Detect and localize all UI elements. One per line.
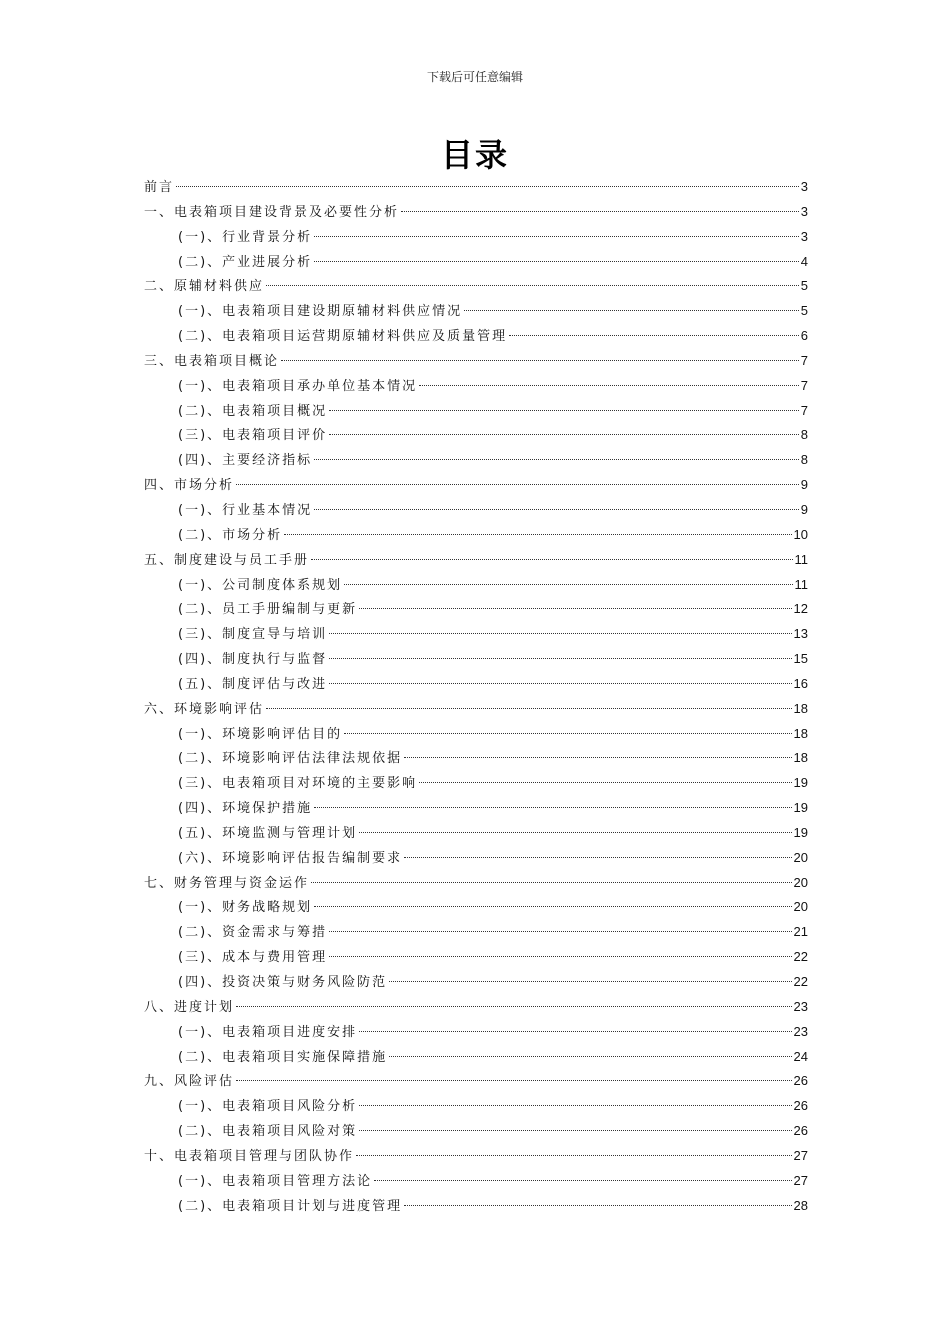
toc-dot-leader [329, 658, 791, 659]
toc-entry[interactable] [144, 920, 808, 945]
toc-entry-title: (二)、市场分析 [178, 527, 283, 543]
toc-dot-leader [236, 484, 799, 485]
toc-dot-leader [329, 931, 791, 932]
toc-entry-title: 三、电表箱项目概论 [144, 353, 280, 369]
toc-entry-page: 20 [793, 874, 808, 890]
toc-dot-leader [389, 981, 791, 982]
toc-entry-page: 26 [793, 1123, 808, 1139]
toc-entry[interactable] [144, 349, 808, 374]
toc-entry-page: 7 [800, 402, 808, 418]
toc-dot-leader [266, 285, 799, 286]
toc-entry[interactable] [144, 871, 808, 896]
toc-entry-title: (三)、成本与费用管理 [178, 950, 328, 966]
toc-entry-page: 21 [793, 924, 808, 940]
toc-entry[interactable] [144, 175, 808, 200]
toc-dot-leader [401, 211, 799, 212]
toc-dot-leader [314, 509, 799, 510]
toc-dot-leader [266, 708, 792, 709]
toc-entry-page: 18 [793, 750, 808, 766]
toc-entry-page: 3 [800, 203, 808, 219]
toc-entry[interactable] [144, 399, 808, 424]
toc-entry[interactable] [144, 423, 808, 448]
toc-entry[interactable] [144, 771, 808, 796]
toc-entry-title: 五、制度建设与员工手册 [144, 552, 310, 568]
toc-entry[interactable] [144, 1194, 808, 1219]
toc-entry[interactable] [144, 324, 808, 349]
toc-entry[interactable] [144, 473, 808, 498]
toc-entry-title: (四)、制度执行与监督 [178, 652, 328, 668]
toc-entry-page: 9 [800, 477, 808, 493]
toc-dot-leader [344, 733, 791, 734]
toc-entry[interactable] [144, 672, 808, 697]
toc-entry-page: 6 [800, 328, 808, 344]
toc-entry[interactable] [144, 846, 808, 871]
toc-dot-leader [314, 459, 799, 460]
toc-entry-title: (四)、环境保护措施 [178, 801, 313, 817]
toc-dot-leader [329, 956, 791, 957]
toc-entry[interactable] [144, 697, 808, 722]
toc-entry-page: 7 [800, 377, 808, 393]
toc-entry-page: 8 [800, 452, 808, 468]
toc-dot-leader [314, 906, 791, 907]
toc-entry[interactable] [144, 1069, 808, 1094]
toc-dot-leader [329, 410, 799, 411]
toc-dot-leader [374, 1180, 791, 1181]
toc-entry-page: 22 [793, 949, 808, 965]
toc-entry-title: (二)、产业进展分析 [178, 254, 313, 270]
toc-entry-title: (五)、制度评估与改进 [178, 676, 328, 692]
toc-entry-page: 19 [793, 775, 808, 791]
toc-entry-page: 16 [793, 675, 808, 691]
toc-entry[interactable] [144, 448, 808, 473]
toc-entry-page: 26 [793, 1073, 808, 1089]
toc-entry-page: 27 [793, 1172, 808, 1188]
toc-entry-title: 四、市场分析 [144, 478, 235, 494]
toc-dot-leader [404, 757, 791, 758]
toc-entry-title: (二)、环境影响评估法律法规依据 [178, 751, 403, 767]
toc-entry[interactable] [144, 945, 808, 970]
toc-entry-title: (一)、电表箱项目管理方法论 [178, 1173, 373, 1189]
toc-entry[interactable] [144, 200, 808, 225]
toc-dot-leader [359, 1130, 791, 1131]
toc-entry-page: 20 [793, 899, 808, 915]
toc-entry-page: 28 [793, 1197, 808, 1213]
page-title: 目录 [440, 136, 509, 174]
toc-entry[interactable] [144, 225, 808, 250]
toc-entry-title: (二)、员工手册编制与更新 [178, 602, 358, 618]
toc-dot-leader [281, 360, 799, 361]
toc-dot-leader [509, 335, 799, 336]
toc-entry-title: (一)、行业背景分析 [178, 229, 313, 245]
toc-entry[interactable] [144, 299, 808, 324]
toc-dot-leader [389, 1056, 791, 1057]
toc-entry[interactable] [144, 1119, 808, 1144]
toc-entry-title: (二)、电表箱项目概况 [178, 403, 328, 419]
toc-entry[interactable] [144, 250, 808, 275]
toc-dot-leader [176, 186, 799, 187]
toc-dot-leader [404, 1205, 791, 1206]
toc-entry-title: (五)、环境监测与管理计划 [178, 825, 358, 841]
toc-dot-leader [464, 310, 799, 311]
toc-entry-title: (一)、公司制度体系规划 [178, 577, 343, 593]
toc-entry[interactable] [144, 1094, 808, 1119]
toc-entry-title: (一)、行业基本情况 [178, 502, 313, 518]
toc-entry-page: 20 [793, 849, 808, 865]
toc-entry-title: 一、电表箱项目建设背景及必要性分析 [144, 204, 400, 220]
toc-entry-title: 前言 [144, 180, 175, 195]
header-note: 下载后可任意编辑 [426, 70, 523, 84]
toc-dot-leader [329, 633, 791, 634]
toc-entry-page: 3 [800, 179, 808, 194]
toc-entry-page: 23 [793, 998, 808, 1014]
toc-entry[interactable] [144, 722, 808, 747]
toc-entry-title: (二)、电表箱项目计划与进度管理 [178, 1198, 403, 1214]
toc-entry[interactable] [144, 895, 808, 920]
toc-entry-page: 11 [794, 576, 808, 592]
toc-entry[interactable] [144, 995, 808, 1020]
toc-entry-title: 六、环境影响评估 [144, 701, 265, 717]
toc-dot-leader [359, 608, 791, 609]
toc-entry-title: 二、原辅材料供应 [144, 279, 265, 295]
toc-dot-leader [356, 1155, 792, 1156]
toc-entry[interactable] [144, 573, 808, 598]
toc-dot-leader [284, 534, 791, 535]
toc-entry-title: (三)、电表箱项目评价 [178, 428, 328, 444]
toc-entry-title: (二)、电表箱项目风险对策 [178, 1124, 358, 1140]
toc-entry-title: (四)、投资决策与财务风险防范 [178, 975, 388, 990]
toc-entry-title: (六)、环境影响评估报告编制要求 [178, 850, 403, 866]
toc-entry-page: 10 [793, 526, 808, 542]
toc-dot-leader [314, 261, 799, 262]
toc-entry-title: (一)、电表箱项目风险分析 [178, 1099, 358, 1115]
toc-entry-page: 23 [793, 1023, 808, 1039]
toc-entry-page: 8 [800, 427, 808, 443]
toc-entry[interactable] [144, 970, 808, 995]
toc-entry[interactable] [144, 523, 808, 548]
toc-entry-page: 13 [793, 626, 808, 642]
toc-dot-leader [344, 584, 792, 585]
toc-entry-title: (一)、电表箱项目承办单位基本情况 [178, 378, 418, 394]
toc-dot-leader [359, 1031, 791, 1032]
toc-entry[interactable] [144, 374, 808, 399]
toc-dot-leader [329, 434, 799, 435]
toc-entry-title: (四)、主要经济指标 [178, 453, 313, 469]
toc-entry-title: (二)、资金需求与筹措 [178, 925, 328, 941]
toc-entry-title: (一)、环境影响评估目的 [178, 726, 343, 742]
toc-entry[interactable] [144, 647, 808, 672]
toc-entry[interactable] [144, 746, 808, 771]
toc-dot-leader [419, 385, 799, 386]
toc-entry-page: 18 [793, 700, 808, 716]
toc-entry-title: (三)、电表箱项目对环境的主要影响 [178, 776, 418, 792]
toc-entry-page: 5 [800, 278, 808, 294]
toc-entry-page: 15 [793, 651, 808, 667]
table-of-contents [144, 175, 808, 1218]
toc-entry-page: 3 [800, 228, 808, 244]
toc-entry[interactable] [144, 1020, 808, 1045]
toc-dot-leader [311, 559, 792, 560]
toc-entry-page: 26 [793, 1098, 808, 1114]
toc-dot-leader [359, 832, 791, 833]
toc-entry[interactable] [144, 622, 808, 647]
toc-entry-title: (三)、制度宣导与培训 [178, 627, 328, 643]
toc-entry-page: 12 [793, 601, 808, 617]
toc-entry-page: 11 [794, 551, 808, 567]
toc-entry-title: (二)、电表箱项目实施保障措施 [178, 1049, 388, 1065]
toc-entry[interactable] [144, 597, 808, 622]
toc-entry-title: (一)、财务战略规划 [178, 900, 313, 916]
toc-entry-page: 27 [793, 1147, 808, 1163]
toc-entry-page: 7 [800, 352, 808, 368]
toc-entry-page: 5 [800, 303, 808, 319]
toc-dot-leader [314, 807, 791, 808]
toc-entry-page: 22 [793, 974, 808, 989]
toc-entry[interactable] [144, 1144, 808, 1169]
toc-dot-leader [359, 1105, 791, 1106]
toc-dot-leader [236, 1080, 792, 1081]
toc-entry-page: 9 [800, 501, 808, 517]
toc-entry[interactable] [144, 498, 808, 523]
toc-entry-title: 九、风险评估 [144, 1074, 235, 1090]
toc-entry-title: 八、进度计划 [144, 999, 235, 1015]
toc-entry-title: (一)、电表箱项目建设期原辅材料供应情况 [178, 304, 463, 320]
toc-entry-page: 24 [793, 1048, 808, 1064]
toc-entry[interactable] [144, 1045, 808, 1070]
toc-entry-title: (一)、电表箱项目进度安排 [178, 1024, 358, 1040]
toc-entry[interactable] [144, 274, 808, 299]
toc-dot-leader [314, 236, 799, 237]
toc-entry-title: 十、电表箱项目管理与团队协作 [144, 1148, 355, 1164]
toc-entry-page: 4 [800, 253, 808, 269]
toc-entry-page: 18 [793, 725, 808, 741]
toc-entry[interactable] [144, 821, 808, 846]
toc-entry-title: 七、财务管理与资金运作 [144, 875, 310, 891]
toc-entry[interactable] [144, 796, 808, 821]
toc-dot-leader [419, 782, 791, 783]
toc-dot-leader [329, 683, 791, 684]
toc-entry[interactable] [144, 1169, 808, 1194]
toc-dot-leader [311, 882, 792, 883]
toc-entry-page: 19 [793, 824, 808, 840]
toc-dot-leader [236, 1006, 792, 1007]
toc-entry-title: (二)、电表箱项目运营期原辅材料供应及质量管理 [178, 329, 508, 345]
toc-entry-page: 19 [793, 800, 808, 816]
toc-entry[interactable] [144, 548, 808, 573]
toc-dot-leader [404, 857, 791, 858]
